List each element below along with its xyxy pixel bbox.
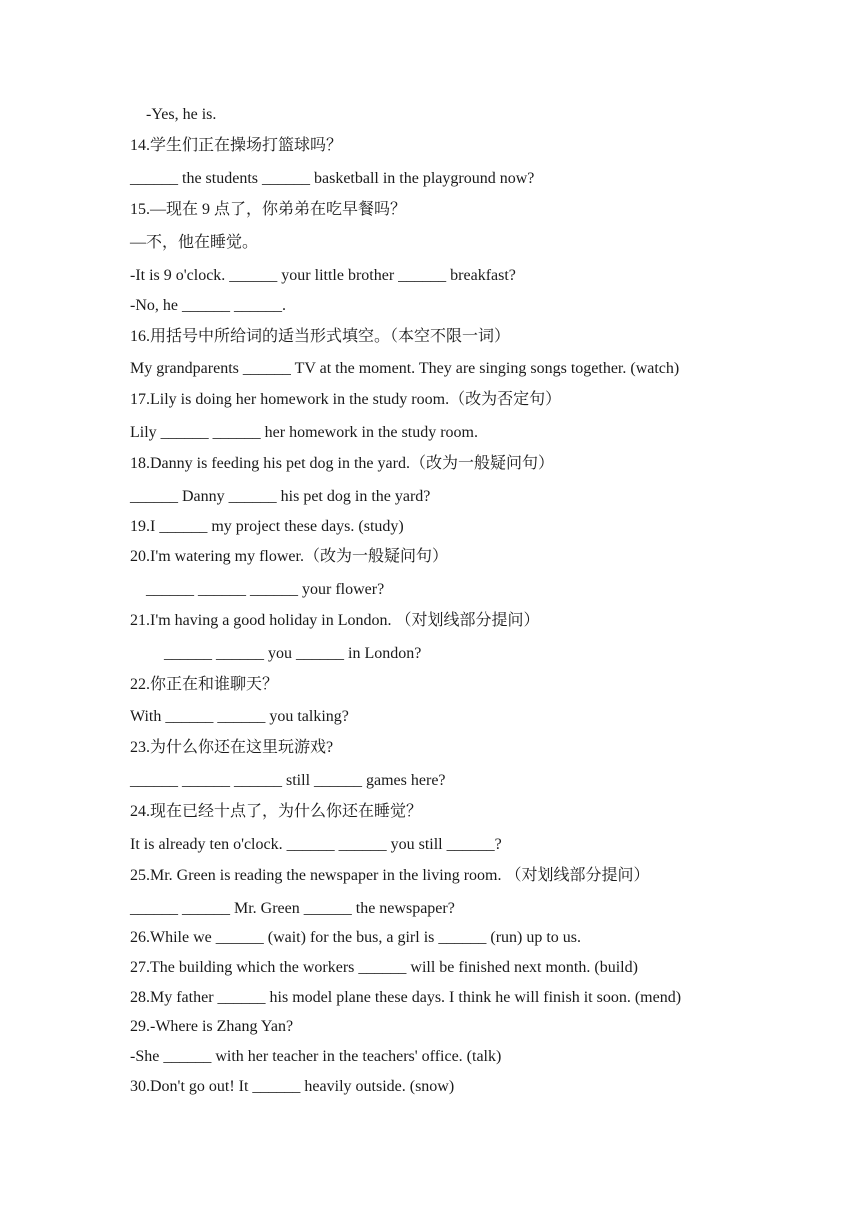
question-20: 20.I'm watering my flower.（改为一般疑问句） xyxy=(130,548,448,565)
fill-blank-line: ______ Danny ______ his pet dog in the yard? xyxy=(130,488,431,505)
question-23: 23.为什么你还在这里玩游戏? xyxy=(130,739,334,756)
question-28: 28.My father ______ his model plane these days. I think he will finish it soon. (mend) xyxy=(130,989,682,1006)
question-25: 25.Mr. Green is reading the newspaper in the living room. （对划线部分提问） xyxy=(130,867,650,884)
question-16: 16.用括号中所给词的适当形式填空。（本空不限一词） xyxy=(130,328,511,345)
fill-blank-line: Lily ______ ______ her homework in the study room. xyxy=(130,424,478,441)
fill-blank-line: ______ the students ______ basketball in the playground now? xyxy=(130,170,535,187)
question-17: 17.Lily is doing her homework in the study room.（改为否定句） xyxy=(130,391,562,408)
question-18: 18.Danny is feeding his pet dog in the yard.（改为一般疑问句） xyxy=(130,455,554,472)
fill-blank-line: -It is 9 o'clock. ______ your little brother ______ breakfast? xyxy=(130,267,516,284)
question-14: 14.学生们正在操场打篮球吗？ xyxy=(130,137,343,154)
fill-blank-line: My grandparents ______ TV at the moment. They are singing songs together. (watch) xyxy=(130,360,680,377)
fill-blank-line: ______ ______ Mr. Green ______ the newspaper? xyxy=(130,900,455,917)
fill-blank-line: ______ ______ ______ still ______ games here? xyxy=(130,772,446,789)
question-19: 19.I ______ my project these days. (study) xyxy=(130,518,404,535)
fill-blank-line: It is already ten o'clock. ______ ______ you still ______? xyxy=(130,836,502,853)
fill-blank-line: -No, he ______ ______. xyxy=(130,297,286,314)
question-22: 22.你正在和谁聊天？ xyxy=(130,676,279,693)
answer-line: -Yes, he is. xyxy=(146,106,217,123)
question-27: 27.The building which the workers ______ will be finished next month. (build) xyxy=(130,959,638,976)
question-26: 26.While we ______ (wait) for the bus, a girl is ______ (run) up to us. xyxy=(130,929,582,946)
question-15: 15.—现在 9 点了，你弟弟在吃早餐吗？ xyxy=(130,201,407,218)
question-30: 30.Don't go out! It ______ heavily outside. (snow) xyxy=(130,1078,455,1095)
fill-blank-line: With ______ ______ you talking? xyxy=(130,708,349,725)
question-29: 29.-Where is Zhang Yan? xyxy=(130,1018,294,1035)
fill-blank-line: -She ______ with her teacher in the teachers' office. (talk) xyxy=(130,1048,502,1065)
question-21: 21.I'm having a good holiday in London. （对划线部分提问） xyxy=(130,612,540,629)
question-24: 24.现在已经十点了，为什么你还在睡觉？ xyxy=(130,803,423,820)
answer-line: —不，他在睡觉。 xyxy=(130,234,259,251)
fill-blank-line: ______ ______ ______ your flower? xyxy=(146,581,385,598)
fill-blank-line: ______ ______ you ______ in London? xyxy=(164,645,422,662)
